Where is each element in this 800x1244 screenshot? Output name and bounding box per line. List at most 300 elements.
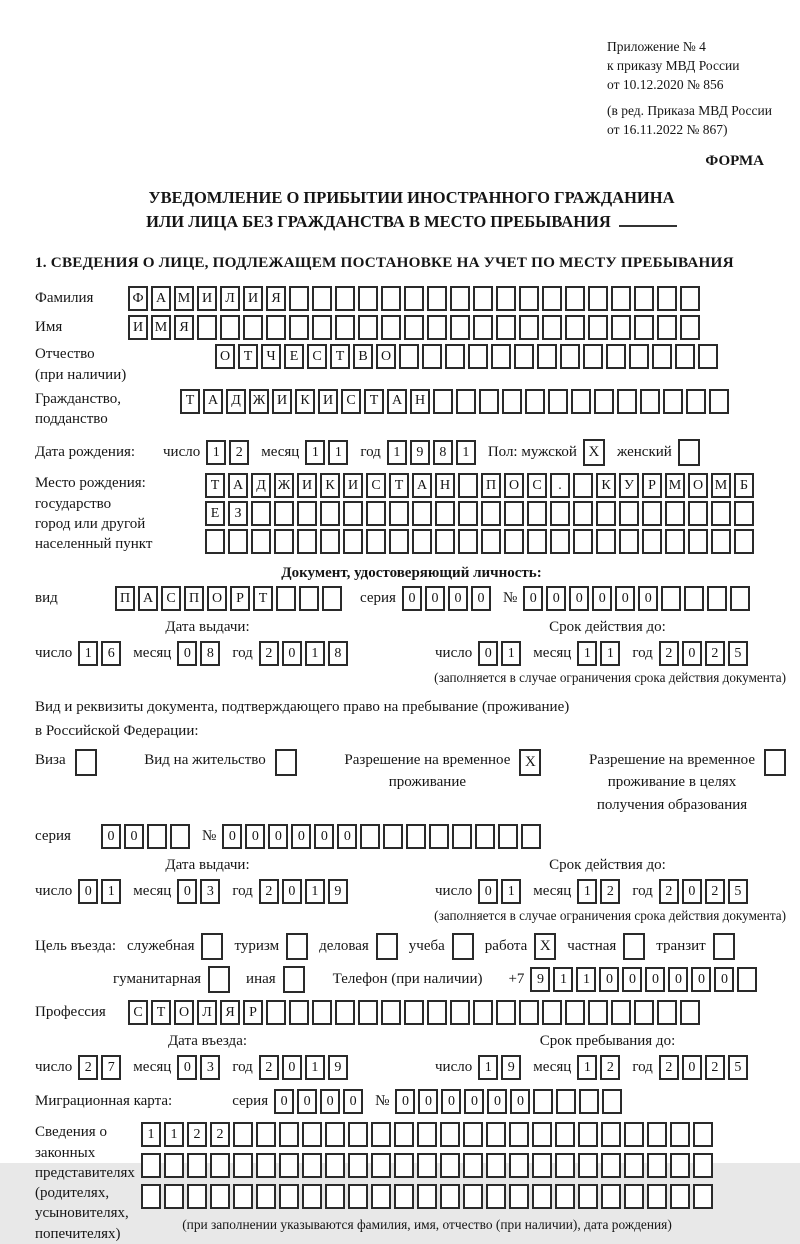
char-cell[interactable]: [737, 967, 757, 992]
char-cell[interactable]: Т: [180, 389, 200, 414]
char-cell[interactable]: 0: [478, 879, 498, 904]
char-cell[interactable]: М: [174, 286, 194, 311]
char-cell[interactable]: 0: [615, 586, 635, 611]
char-cell[interactable]: И: [343, 473, 363, 498]
char-cell[interactable]: 1: [478, 1055, 498, 1080]
char-cell[interactable]: С: [161, 586, 181, 611]
char-cell[interactable]: 0: [291, 824, 311, 849]
char-cell[interactable]: [417, 1122, 437, 1147]
char-cell[interactable]: [578, 1153, 598, 1178]
char-cell[interactable]: 0: [124, 824, 144, 849]
char-cell[interactable]: [205, 529, 225, 554]
char-cell[interactable]: 2: [600, 1055, 620, 1080]
char-cell[interactable]: [555, 1153, 575, 1178]
char-cell[interactable]: 1: [164, 1122, 184, 1147]
char-cell[interactable]: [412, 501, 432, 526]
char-cell[interactable]: [602, 1089, 622, 1114]
purpose-transit-checkbox[interactable]: [713, 933, 735, 960]
char-cell[interactable]: Р: [243, 1000, 263, 1025]
char-cell[interactable]: [647, 1122, 667, 1147]
char-cell[interactable]: [456, 389, 476, 414]
char-cell[interactable]: [381, 1000, 401, 1025]
char-cell[interactable]: [486, 1184, 506, 1209]
char-cell[interactable]: 1: [576, 967, 596, 992]
char-cell[interactable]: [629, 344, 649, 369]
char-cell[interactable]: [394, 1184, 414, 1209]
char-cell[interactable]: 1: [577, 1055, 597, 1080]
char-cell[interactable]: И: [297, 473, 317, 498]
char-cell[interactable]: [542, 1000, 562, 1025]
char-cell[interactable]: [440, 1122, 460, 1147]
char-cell[interactable]: [452, 824, 472, 849]
char-cell[interactable]: [680, 1000, 700, 1025]
char-cell[interactable]: [527, 501, 547, 526]
char-cell[interactable]: 8: [200, 641, 220, 666]
visa-checkbox[interactable]: [75, 749, 97, 776]
char-cell[interactable]: 3: [200, 879, 220, 904]
char-cell[interactable]: [486, 1153, 506, 1178]
char-cell[interactable]: [141, 1153, 161, 1178]
char-cell[interactable]: Д: [226, 389, 246, 414]
char-cell[interactable]: [299, 586, 319, 611]
char-cell[interactable]: [496, 1000, 516, 1025]
char-cell[interactable]: [624, 1153, 644, 1178]
char-cell[interactable]: [412, 529, 432, 554]
char-cell[interactable]: [445, 344, 465, 369]
char-cell[interactable]: [619, 529, 639, 554]
char-cell[interactable]: 0: [523, 586, 543, 611]
purpose-work-checkbox[interactable]: X: [534, 933, 556, 960]
char-cell[interactable]: [468, 344, 488, 369]
char-cell[interactable]: [479, 389, 499, 414]
char-cell[interactable]: [711, 501, 731, 526]
char-cell[interactable]: [709, 389, 729, 414]
char-cell[interactable]: 0: [714, 967, 734, 992]
char-cell[interactable]: [565, 1000, 585, 1025]
char-cell[interactable]: 0: [487, 1089, 507, 1114]
char-cell[interactable]: 1: [577, 879, 597, 904]
char-cell[interactable]: [197, 315, 217, 340]
char-cell[interactable]: 0: [337, 824, 357, 849]
char-cell[interactable]: [514, 344, 534, 369]
char-cell[interactable]: П: [115, 586, 135, 611]
char-cell[interactable]: 0: [622, 967, 642, 992]
char-cell[interactable]: Д: [251, 473, 271, 498]
char-cell[interactable]: [670, 1153, 690, 1178]
char-cell[interactable]: С: [341, 389, 361, 414]
char-cell[interactable]: 0: [101, 824, 121, 849]
char-cell[interactable]: Т: [330, 344, 350, 369]
char-cell[interactable]: 0: [448, 586, 468, 611]
char-cell[interactable]: 8: [328, 641, 348, 666]
char-cell[interactable]: 9: [501, 1055, 521, 1080]
char-cell[interactable]: Р: [230, 586, 250, 611]
char-cell[interactable]: [404, 315, 424, 340]
char-cell[interactable]: [187, 1153, 207, 1178]
char-cell[interactable]: [358, 1000, 378, 1025]
char-cell[interactable]: [657, 1000, 677, 1025]
char-cell[interactable]: 9: [530, 967, 550, 992]
char-cell[interactable]: 2: [259, 1055, 279, 1080]
char-cell[interactable]: [187, 1184, 207, 1209]
char-cell[interactable]: О: [174, 1000, 194, 1025]
char-cell[interactable]: [422, 344, 442, 369]
char-cell[interactable]: [233, 1184, 253, 1209]
char-cell[interactable]: М: [665, 473, 685, 498]
char-cell[interactable]: 1: [78, 641, 98, 666]
char-cell[interactable]: 9: [328, 1055, 348, 1080]
sex-male-checkbox[interactable]: X: [583, 439, 605, 466]
char-cell[interactable]: [360, 824, 380, 849]
char-cell[interactable]: 0: [177, 879, 197, 904]
char-cell[interactable]: 1: [305, 440, 325, 465]
char-cell[interactable]: [491, 344, 511, 369]
char-cell[interactable]: 1: [501, 641, 521, 666]
char-cell[interactable]: [583, 344, 603, 369]
char-cell[interactable]: К: [596, 473, 616, 498]
char-cell[interactable]: [652, 344, 672, 369]
char-cell[interactable]: [624, 1122, 644, 1147]
char-cell[interactable]: [289, 315, 309, 340]
char-cell[interactable]: Ж: [274, 473, 294, 498]
char-cell[interactable]: [532, 1153, 552, 1178]
char-cell[interactable]: В: [353, 344, 373, 369]
char-cell[interactable]: [243, 315, 263, 340]
char-cell[interactable]: А: [151, 286, 171, 311]
purpose-official-checkbox[interactable]: [201, 933, 223, 960]
char-cell[interactable]: [594, 389, 614, 414]
char-cell[interactable]: [358, 286, 378, 311]
char-cell[interactable]: И: [272, 389, 292, 414]
char-cell[interactable]: [440, 1153, 460, 1178]
char-cell[interactable]: [458, 501, 478, 526]
char-cell[interactable]: И: [197, 286, 217, 311]
char-cell[interactable]: [624, 1184, 644, 1209]
char-cell[interactable]: 0: [418, 1089, 438, 1114]
char-cell[interactable]: 1: [501, 879, 521, 904]
char-cell[interactable]: [399, 344, 419, 369]
char-cell[interactable]: [473, 1000, 493, 1025]
char-cell[interactable]: [686, 389, 706, 414]
char-cell[interactable]: 5: [728, 1055, 748, 1080]
char-cell[interactable]: 2: [659, 879, 679, 904]
char-cell[interactable]: [663, 389, 683, 414]
char-cell[interactable]: [279, 1184, 299, 1209]
char-cell[interactable]: 2: [659, 641, 679, 666]
char-cell[interactable]: [519, 1000, 539, 1025]
char-cell[interactable]: [164, 1153, 184, 1178]
char-cell[interactable]: 0: [268, 824, 288, 849]
char-cell[interactable]: 7: [101, 1055, 121, 1080]
char-cell[interactable]: О: [215, 344, 235, 369]
char-cell[interactable]: 2: [229, 440, 249, 465]
char-cell[interactable]: [698, 344, 718, 369]
char-cell[interactable]: [693, 1122, 713, 1147]
char-cell[interactable]: С: [527, 473, 547, 498]
char-cell[interactable]: С: [366, 473, 386, 498]
char-cell[interactable]: [463, 1122, 483, 1147]
char-cell[interactable]: [509, 1153, 529, 1178]
char-cell[interactable]: [657, 286, 677, 311]
char-cell[interactable]: [579, 1089, 599, 1114]
char-cell[interactable]: [533, 1089, 553, 1114]
char-cell[interactable]: [496, 286, 516, 311]
char-cell[interactable]: [312, 286, 332, 311]
char-cell[interactable]: [406, 824, 426, 849]
char-cell[interactable]: 0: [343, 1089, 363, 1114]
char-cell[interactable]: [560, 344, 580, 369]
char-cell[interactable]: [433, 389, 453, 414]
char-cell[interactable]: Л: [220, 286, 240, 311]
char-cell[interactable]: Е: [284, 344, 304, 369]
char-cell[interactable]: 0: [245, 824, 265, 849]
char-cell[interactable]: [325, 1122, 345, 1147]
char-cell[interactable]: [256, 1122, 276, 1147]
char-cell[interactable]: [502, 389, 522, 414]
char-cell[interactable]: [647, 1153, 667, 1178]
char-cell[interactable]: 1: [305, 641, 325, 666]
char-cell[interactable]: [320, 501, 340, 526]
char-cell[interactable]: 9: [328, 879, 348, 904]
char-cell[interactable]: [657, 315, 677, 340]
char-cell[interactable]: 8: [433, 440, 453, 465]
char-cell[interactable]: [730, 586, 750, 611]
char-cell[interactable]: 0: [177, 641, 197, 666]
char-cell[interactable]: И: [128, 315, 148, 340]
char-cell[interactable]: А: [203, 389, 223, 414]
char-cell[interactable]: [481, 501, 501, 526]
char-cell[interactable]: [251, 529, 271, 554]
purpose-other-checkbox[interactable]: [283, 966, 305, 993]
sex-female-checkbox[interactable]: [678, 439, 700, 466]
char-cell[interactable]: [588, 315, 608, 340]
char-cell[interactable]: [611, 1000, 631, 1025]
char-cell[interactable]: [366, 529, 386, 554]
char-cell[interactable]: П: [481, 473, 501, 498]
char-cell[interactable]: .: [550, 473, 570, 498]
char-cell[interactable]: 1: [305, 879, 325, 904]
purpose-humanitarian-checkbox[interactable]: [208, 966, 230, 993]
char-cell[interactable]: [548, 389, 568, 414]
char-cell[interactable]: [233, 1153, 253, 1178]
char-cell[interactable]: [670, 1122, 690, 1147]
char-cell[interactable]: 3: [200, 1055, 220, 1080]
temp-residence-education-checkbox[interactable]: [764, 749, 786, 776]
char-cell[interactable]: [684, 586, 704, 611]
char-cell[interactable]: Б: [734, 473, 754, 498]
char-cell[interactable]: [429, 824, 449, 849]
char-cell[interactable]: 2: [259, 641, 279, 666]
char-cell[interactable]: [417, 1153, 437, 1178]
char-cell[interactable]: 0: [645, 967, 665, 992]
char-cell[interactable]: 0: [682, 879, 702, 904]
char-cell[interactable]: [688, 529, 708, 554]
char-cell[interactable]: С: [128, 1000, 148, 1025]
char-cell[interactable]: 6: [101, 641, 121, 666]
char-cell[interactable]: 0: [297, 1089, 317, 1114]
char-cell[interactable]: К: [320, 473, 340, 498]
char-cell[interactable]: 1: [206, 440, 226, 465]
char-cell[interactable]: 0: [441, 1089, 461, 1114]
char-cell[interactable]: [210, 1184, 230, 1209]
char-cell[interactable]: Р: [642, 473, 662, 498]
char-cell[interactable]: [322, 586, 342, 611]
char-cell[interactable]: [601, 1184, 621, 1209]
char-cell[interactable]: [458, 473, 478, 498]
char-cell[interactable]: 0: [478, 641, 498, 666]
char-cell[interactable]: 0: [425, 586, 445, 611]
char-cell[interactable]: [542, 315, 562, 340]
char-cell[interactable]: [463, 1184, 483, 1209]
char-cell[interactable]: [343, 501, 363, 526]
char-cell[interactable]: [481, 529, 501, 554]
char-cell[interactable]: Т: [151, 1000, 171, 1025]
char-cell[interactable]: [486, 1122, 506, 1147]
char-cell[interactable]: 0: [282, 641, 302, 666]
char-cell[interactable]: [519, 315, 539, 340]
char-cell[interactable]: [565, 315, 585, 340]
char-cell[interactable]: 0: [274, 1089, 294, 1114]
char-cell[interactable]: Е: [205, 501, 225, 526]
char-cell[interactable]: [496, 315, 516, 340]
char-cell[interactable]: 1: [141, 1122, 161, 1147]
char-cell[interactable]: [693, 1184, 713, 1209]
char-cell[interactable]: [289, 286, 309, 311]
char-cell[interactable]: [611, 315, 631, 340]
char-cell[interactable]: [555, 1122, 575, 1147]
char-cell[interactable]: 0: [546, 586, 566, 611]
char-cell[interactable]: 2: [705, 1055, 725, 1080]
char-cell[interactable]: [394, 1153, 414, 1178]
char-cell[interactable]: Т: [389, 473, 409, 498]
char-cell[interactable]: А: [138, 586, 158, 611]
char-cell[interactable]: [289, 1000, 309, 1025]
char-cell[interactable]: [532, 1122, 552, 1147]
char-cell[interactable]: [325, 1153, 345, 1178]
char-cell[interactable]: [427, 1000, 447, 1025]
char-cell[interactable]: 0: [402, 586, 422, 611]
char-cell[interactable]: 1: [456, 440, 476, 465]
char-cell[interactable]: [343, 529, 363, 554]
char-cell[interactable]: [256, 1184, 276, 1209]
char-cell[interactable]: [596, 529, 616, 554]
char-cell[interactable]: [302, 1184, 322, 1209]
char-cell[interactable]: 0: [569, 586, 589, 611]
char-cell[interactable]: [279, 1122, 299, 1147]
char-cell[interactable]: [634, 286, 654, 311]
char-cell[interactable]: [675, 344, 695, 369]
char-cell[interactable]: 2: [78, 1055, 98, 1080]
char-cell[interactable]: [525, 389, 545, 414]
char-cell[interactable]: 0: [464, 1089, 484, 1114]
char-cell[interactable]: И: [318, 389, 338, 414]
char-cell[interactable]: 2: [210, 1122, 230, 1147]
char-cell[interactable]: 1: [328, 440, 348, 465]
char-cell[interactable]: [556, 1089, 576, 1114]
purpose-tourism-checkbox[interactable]: [286, 933, 308, 960]
char-cell[interactable]: [734, 501, 754, 526]
char-cell[interactable]: Н: [435, 473, 455, 498]
char-cell[interactable]: [642, 529, 662, 554]
char-cell[interactable]: [348, 1153, 368, 1178]
char-cell[interactable]: Т: [364, 389, 384, 414]
char-cell[interactable]: [335, 1000, 355, 1025]
char-cell[interactable]: [404, 286, 424, 311]
char-cell[interactable]: [670, 1184, 690, 1209]
char-cell[interactable]: [233, 1122, 253, 1147]
char-cell[interactable]: [297, 501, 317, 526]
char-cell[interactable]: [542, 286, 562, 311]
char-cell[interactable]: [601, 1153, 621, 1178]
char-cell[interactable]: [665, 501, 685, 526]
purpose-study-checkbox[interactable]: [452, 933, 474, 960]
char-cell[interactable]: [571, 389, 591, 414]
char-cell[interactable]: [504, 501, 524, 526]
char-cell[interactable]: [435, 529, 455, 554]
char-cell[interactable]: Т: [238, 344, 258, 369]
char-cell[interactable]: [274, 501, 294, 526]
char-cell[interactable]: [578, 1184, 598, 1209]
char-cell[interactable]: 0: [668, 967, 688, 992]
char-cell[interactable]: [475, 824, 495, 849]
char-cell[interactable]: [164, 1184, 184, 1209]
char-cell[interactable]: Я: [266, 286, 286, 311]
char-cell[interactable]: [537, 344, 557, 369]
char-cell[interactable]: [389, 501, 409, 526]
char-cell[interactable]: [440, 1184, 460, 1209]
char-cell[interactable]: И: [243, 286, 263, 311]
char-cell[interactable]: [210, 1153, 230, 1178]
char-cell[interactable]: [688, 501, 708, 526]
char-cell[interactable]: О: [376, 344, 396, 369]
char-cell[interactable]: [325, 1184, 345, 1209]
char-cell[interactable]: Т: [253, 586, 273, 611]
char-cell[interactable]: [665, 529, 685, 554]
char-cell[interactable]: [693, 1153, 713, 1178]
char-cell[interactable]: Т: [205, 473, 225, 498]
char-cell[interactable]: [458, 529, 478, 554]
char-cell[interactable]: [473, 286, 493, 311]
char-cell[interactable]: [312, 315, 332, 340]
char-cell[interactable]: [573, 473, 593, 498]
char-cell[interactable]: 2: [600, 879, 620, 904]
char-cell[interactable]: [256, 1153, 276, 1178]
char-cell[interactable]: 2: [259, 879, 279, 904]
char-cell[interactable]: [394, 1122, 414, 1147]
temp-residence-checkbox[interactable]: X: [519, 749, 541, 776]
char-cell[interactable]: К: [295, 389, 315, 414]
char-cell[interactable]: 0: [682, 641, 702, 666]
char-cell[interactable]: 2: [187, 1122, 207, 1147]
char-cell[interactable]: 1: [305, 1055, 325, 1080]
char-cell[interactable]: [366, 501, 386, 526]
char-cell[interactable]: [519, 286, 539, 311]
char-cell[interactable]: [274, 529, 294, 554]
char-cell[interactable]: [335, 315, 355, 340]
char-cell[interactable]: [348, 1122, 368, 1147]
char-cell[interactable]: [220, 315, 240, 340]
char-cell[interactable]: [680, 286, 700, 311]
char-cell[interactable]: З: [228, 501, 248, 526]
char-cell[interactable]: 0: [599, 967, 619, 992]
char-cell[interactable]: Я: [174, 315, 194, 340]
char-cell[interactable]: [427, 315, 447, 340]
char-cell[interactable]: [450, 315, 470, 340]
char-cell[interactable]: Я: [220, 1000, 240, 1025]
char-cell[interactable]: [371, 1153, 391, 1178]
char-cell[interactable]: [266, 315, 286, 340]
char-cell[interactable]: 0: [691, 967, 711, 992]
